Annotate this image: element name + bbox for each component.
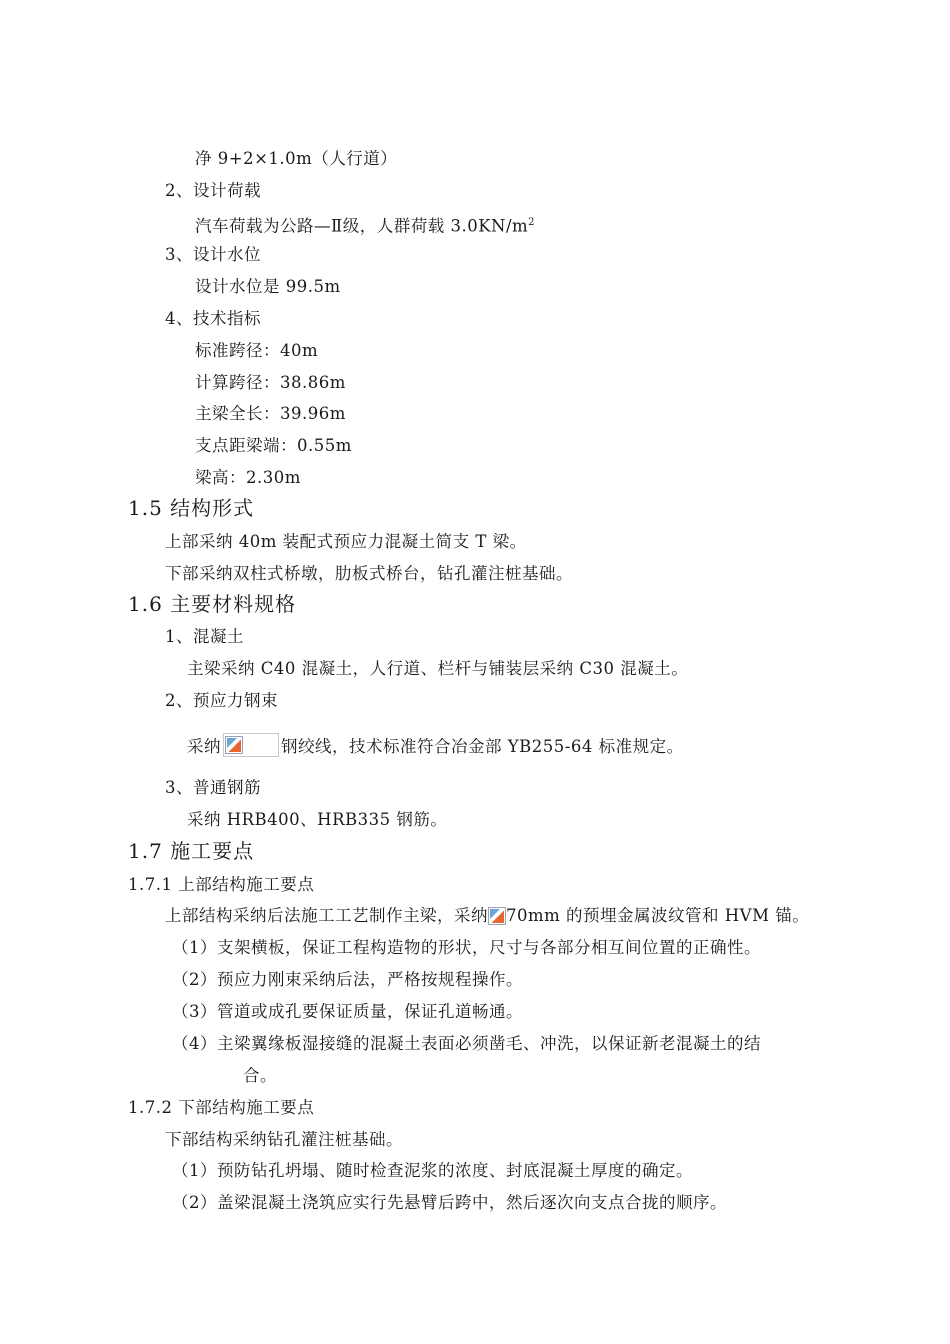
steel-strand-image xyxy=(223,733,279,757)
support-distance-text: 支点距梁端：0.55m xyxy=(195,436,352,455)
broken-image-icon xyxy=(488,907,506,925)
prestress-heading: 2、预应力钢束 xyxy=(165,691,278,710)
section-1-5-heading: 1.5 结构形式 xyxy=(128,496,255,520)
upper-construction-prefix: 上部结构采纳后法施工工艺制作主梁，采纳 xyxy=(165,906,488,925)
design-water-level-text: 设计水位是 99.5m xyxy=(195,277,341,296)
point-1-text: （1）支架横板，保证工程构造物的形状，尺寸与各部分相互间位置的正确性。 xyxy=(172,938,761,957)
beam-length-text: 主梁全长：39.96m xyxy=(195,404,346,423)
upper-construction-text xyxy=(165,905,809,927)
tech-indicators-heading: 4、技术指标 xyxy=(165,309,261,328)
lower-construction-text: 下部结构采纳钻孔灌注桩基础。 xyxy=(165,1130,403,1149)
point-2-text: （2）预应力刚束采纳后法，严格按规程操作。 xyxy=(172,970,523,989)
lower-point-2-text: （2）盖梁混凝土浇筑应实行先悬臂后跨中，然后逐次向支点合拢的顺序。 xyxy=(172,1193,727,1212)
deck-width-text: 净 9+2×1.0m（人行道） xyxy=(195,149,398,168)
section-1-7-2-heading: 1.7.2 下部结构施工要点 xyxy=(128,1098,315,1117)
design-load-text xyxy=(195,212,535,238)
section-1-7-1-heading: 1.7.1 上部结构施工要点 xyxy=(128,875,315,894)
point-4-text: （4）主梁翼缘板湿接缝的混凝土表面必须凿毛、冲洗，以保证新老混凝土的结 xyxy=(172,1034,761,1053)
point-4-continuation: 合。 xyxy=(243,1066,277,1085)
standard-span-text: 标准跨径：40m xyxy=(195,341,319,360)
calc-span-text: 计算跨径：38.86m xyxy=(195,373,346,392)
upper-construction-suffix: 70mm 的预埋金属波纹管和 HVM 锚。 xyxy=(506,906,810,925)
design-load-value: 汽车荷载为公路—Ⅱ级，人群荷载 3.0KN/m xyxy=(195,216,529,236)
point-3-text: （3）管道或成孔要保证质量，保证孔道畅通。 xyxy=(172,1002,523,1021)
superstructure-text: 上部采纳 40m 装配式预应力混凝土简支 T 梁。 xyxy=(165,532,527,551)
rebar-text: 采纳 HRB400、HRB335 钢筋。 xyxy=(187,810,448,829)
design-water-level-heading: 3、设计水位 xyxy=(165,245,261,264)
broken-image-icon xyxy=(225,736,243,754)
section-1-7-heading: 1.7 施工要点 xyxy=(128,839,255,863)
design-load-heading: 2、设计荷载 xyxy=(165,181,261,200)
beam-height-text: 梁高：2.30m xyxy=(195,468,301,487)
concrete-text: 主梁采纳 C40 混凝土，人行道、栏杆与铺装层采纳 C30 混凝土。 xyxy=(187,659,689,678)
superscript: 2 xyxy=(528,217,536,228)
concrete-heading: 1、混凝土 xyxy=(165,627,244,646)
rebar-heading: 3、普通钢筋 xyxy=(165,778,261,797)
prestress-text-prefix: 采纳 xyxy=(187,737,221,756)
lower-point-1-text: （1）预防钻孔坍塌、随时检查泥浆的浓度、封底混凝土厚度的确定。 xyxy=(172,1161,693,1180)
section-1-6-heading: 1.6 主要材料规格 xyxy=(128,592,297,616)
prestress-text xyxy=(187,733,684,758)
prestress-text-suffix: 钢绞线，技术标准符合冶金部 YB255-64 标准规定。 xyxy=(281,737,684,756)
substructure-text: 下部采纳双柱式桥墩，肋板式桥台，钻孔灌注桩基础。 xyxy=(165,564,573,583)
